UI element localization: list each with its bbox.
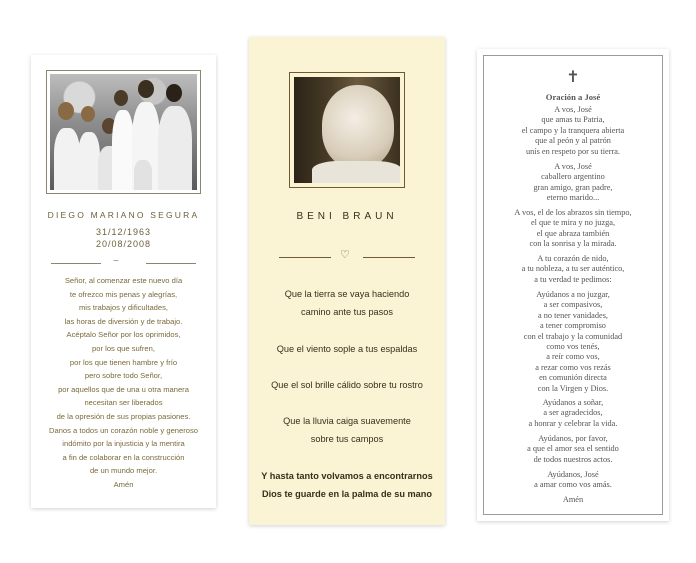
prayer-line: las horas de diversión y de trabajo.	[64, 316, 183, 326]
prayer-line: Danos a todos un corazón noble y generoso	[48, 425, 199, 435]
family-photo	[50, 74, 197, 190]
closing-line: Dios te guarde en la palma de su mano	[261, 489, 432, 499]
stanza-line: el campo y la tranquera abierta	[521, 125, 625, 135]
prayer-line: mis trabajos y dificultades,	[78, 303, 169, 313]
ornament-divider	[51, 256, 196, 267]
stanza-line: a amar como vos amás.	[534, 480, 612, 490]
stanza-line: a ser compasivos,	[543, 300, 603, 310]
prayer-amen: Amén	[113, 479, 134, 489]
stanza-line: en comunión directa	[539, 373, 607, 383]
death-date: 20/08/2008	[95, 239, 152, 249]
stanza-line: eterno marido...	[546, 193, 600, 203]
prayer-line: Señor, al comenzar este nuevo día	[64, 276, 183, 285]
prayer-line: necesitan ser liberados	[84, 398, 163, 408]
memorial-card-beni	[249, 37, 445, 525]
verse-line: Que la tierra se vaya haciendo	[284, 289, 410, 299]
stanza-line: a reír como vos,	[546, 352, 600, 362]
verse-line: sobre tus campos	[310, 434, 384, 444]
verse-line: camino ante tus pasos	[301, 307, 393, 317]
stanza-line: a ser agradecidos,	[543, 408, 603, 418]
stanza-line: Ayúdanos, por favor,	[538, 434, 608, 443]
stanza-line: a no tener vanidades,	[537, 310, 609, 320]
prayer-line: de la opresión de sus propias pasiones.	[56, 411, 191, 421]
deceased-name: DIEGO MARIANO SEGURA	[47, 210, 200, 220]
closing-line: Y hasta tanto volvamos a encontrarnos	[261, 471, 433, 481]
prayer-stanza	[477, 398, 669, 429]
birth-date: 31/12/1963	[95, 227, 152, 237]
prayer-line: pero sobre todo Señor,	[84, 371, 163, 381]
prayer-stanza	[477, 434, 669, 465]
blessing-verse	[249, 285, 445, 321]
ornament: ~	[113, 256, 119, 267]
baby-photo	[294, 77, 400, 183]
prayer-card-jose	[477, 49, 669, 521]
closing-blessing	[249, 467, 445, 503]
heart-icon: ♡	[340, 249, 350, 261]
prayer-stanza	[477, 290, 669, 394]
prayer-stanza	[477, 470, 669, 491]
prayer-stanza	[477, 105, 669, 157]
prayer-line: te ofrezco mis penas y alegrías,	[69, 289, 178, 299]
prayer-title: Oración a José	[545, 92, 601, 102]
stanza-line: que al peón y al patrón	[535, 136, 611, 146]
prayer-line: a fin de colaborar en la construcción	[62, 452, 185, 462]
blessing-verse	[249, 376, 445, 394]
prayer-stanza	[477, 162, 669, 204]
prayer-stanza	[477, 495, 669, 505]
stanza-line: Ayúdanos, José	[547, 470, 599, 479]
prayer-line: por los que sufren,	[92, 343, 155, 353]
prayer-line: de un mundo mejor.	[89, 466, 158, 476]
stanza-line: como vos tenés,	[546, 342, 600, 352]
stanza-line: A vos, el de los abrazos sin tiempo,	[514, 208, 632, 217]
prayer-line: indómito por la injusticia y la mentira	[62, 439, 185, 449]
stanza-line: A vos, José	[554, 105, 592, 114]
heart-divider	[279, 251, 415, 263]
prayer-stanza	[477, 254, 669, 285]
prayer-line: por aquellos que de una u otra manera	[58, 384, 189, 394]
prayer-stanza	[477, 208, 669, 250]
stanza-line: Ayúdanos a soñar,	[542, 398, 604, 407]
blessing-verse	[249, 412, 445, 448]
prayer-amen: Amén	[562, 495, 584, 504]
memorial-card-diego	[31, 55, 216, 508]
deceased-name: BENI BRAUN	[296, 211, 398, 222]
stanza-line: unís en respeto por su tierra.	[525, 146, 620, 156]
stanza-line: el que abraza también	[536, 228, 610, 238]
stanza-line: con el trabajo y la comunidad	[523, 331, 623, 341]
stanza-line: A vos, José	[554, 162, 592, 171]
stanza-line: a tu verdad te pedimos:	[534, 274, 612, 284]
stanza-line: a rezar como vos rezás	[535, 362, 611, 372]
verse-line: Que la lluvia caiga suavemente	[283, 416, 411, 426]
stanza-line: Ayúdanos a no juzgar,	[536, 290, 610, 299]
verse-line: Que el sol brille cálido sobre tu rostro	[271, 380, 423, 390]
baby-photo-frame	[289, 72, 405, 188]
stanza-line: A tu corazón de nido,	[537, 254, 609, 263]
prayer-text	[31, 274, 216, 492]
stanza-line: a tu nobleza, a tu ser auténtico,	[521, 264, 625, 274]
cross-icon: ✝	[566, 67, 580, 86]
prayer-line: Acéptalo Señor por los oprimidos,	[66, 330, 181, 340]
stanza-line: a tener compromiso	[540, 321, 606, 331]
stanza-line: de todos nuestros actos.	[533, 454, 613, 464]
stanza-line: con la sonrisa y la mirada.	[529, 239, 617, 249]
family-photo-frame	[46, 70, 201, 194]
prayer-line: por los que tienen hambre y frío	[69, 357, 178, 367]
stanza-line: caballero argentino	[541, 172, 605, 182]
verse-line: Que el viento sople a tus espaldas	[276, 344, 418, 354]
stanza-line: el que te mira y no juzga,	[530, 218, 616, 228]
stanza-line: con la Virgen y Dios.	[537, 383, 609, 393]
stanza-line: gran amigo, gran padre,	[533, 182, 613, 192]
stanza-line: que amas tu Patria,	[541, 115, 605, 125]
blessing-verse	[249, 340, 445, 358]
stanza-line: a honrar y celebrar la vida.	[528, 418, 618, 428]
stanza-line: a que el amor sea el sentido	[527, 444, 619, 454]
